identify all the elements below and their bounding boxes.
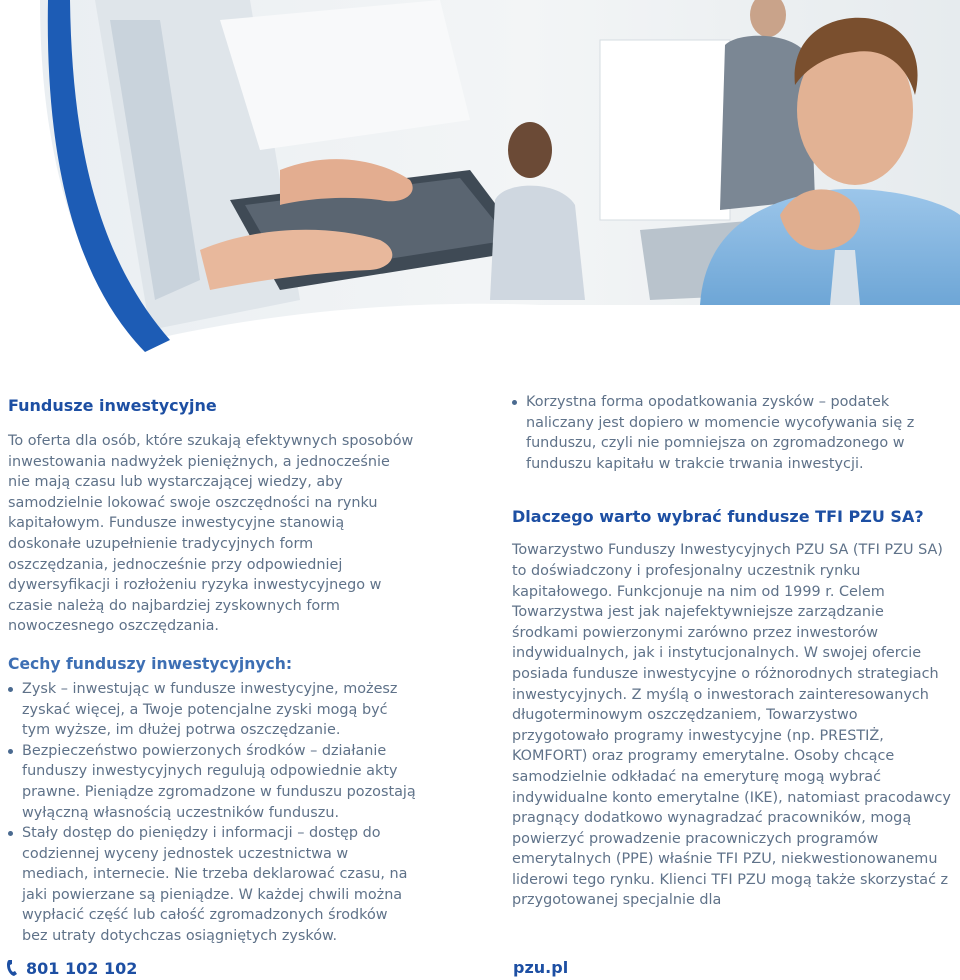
- phone-number: 801 102 102: [26, 958, 138, 978]
- left-column: [8, 392, 416, 947]
- feature-item: Stały dostęp do pieniędzy i informacji – dostęp do codziennej wyceny jednostek uczestnictwa w mediach, internecie. Nie trzeba deklarować czasu, na jaki powierzane są pieniądze. W każdej chwili można wypłacić część lub całość zgromadzonych środków bez utraty dotychczas osiągniętych zysków.: [8, 823, 416, 947]
- footer-website-link[interactable]: pzu.pl: [513, 958, 569, 977]
- intro-paragraph: To oferta dla osób, które szukają efektywnych sposobów inwestowania nadwyżek pieniężnych, a jednocześnie nie mają czasu lub wystarczającej wiedzy, aby samodzielnie lokować swoje oszczędności na rynku kapitałowym. Fundusze inwestycyjne stanowią doskonałe uzupełnienie tradycyjnych form oszczędzania, jednocześnie przy odpowiedniej dywersyfikacji i rozłożeniu ryzyka inwestycyjnego w czasie należą do najbardziej zyskownych form nowoczesnego oszczędzania.: [8, 433, 414, 635]
- features-heading: Cechy funduszy inwestycyjnych:: [8, 654, 293, 673]
- why-paragraph: Towarzystwo Funduszy Inwestycyjnych PZU SA (TFI PZU SA) to doświadczony i profesjonalny uczestnik rynku kapitałowego. Funkcjonuje na nim od 1999 r. Celem Towarzystwa jest jak najefektywniejsze zarządzanie środkami powierzonymi zarówno przez inwestorów indywidualnych, jak i instytucjonalnych. W swojej ofercie posiada fundusze inwestycyjne o różnorodnych strategiach inwestycyjnych. Z myślą o inwestorach zainteresowanych długoterminowym oszczędzaniem, Towarzystwo przygotowało programy inwestycyjne (np. PRESTIŻ, KOMFORT) oraz programy emerytalne. Osoby chcące samodzielnie odkładać na emeryturę mogą wybrać indywidualne konto emerytalne (IKE), natomiast pracodawcy pragnący dodatkowo wynagradzać pracowników, mogą powierzyć prowadzenie pracowniczych programów emerytalnych (PPE) właśnie TFI PZU, niekwestionowanemu liderowi tego rynku. Klienci TFI PZU mogą także skorzystać z przygotowanej specjalnie dla: [512, 542, 951, 909]
- office-people-image: [0, 0, 960, 355]
- feature-item: Bezpieczeństwo powierzonych środków – działanie funduszy inwestycyjnych regulują odpowiednie akty prawne. Pieniądze zgromadzone w funduszu pozostają wyłączną własnością uczestników funduszu.: [8, 741, 416, 823]
- feature-item: Korzystna forma opodatkowania zysków – podatek naliczany jest dopiero w momencie wycofywania się z funduszu, czyli nie pomniejsza on zgromadzonego w funduszu kapitału w trakcie trwania inwestycji.: [512, 392, 952, 474]
- feature-item: Zysk – inwestując w fundusze inwestycyjne, możesz zyskać więcej, a Twoje potencjalne zyski mogą być tym wyższe, im dłużej potrwa oszczędzanie.: [8, 679, 416, 741]
- bullet-icon: [512, 400, 517, 405]
- features-list: [8, 679, 416, 947]
- section-title: Fundusze inwestycyjne: [8, 396, 217, 415]
- header-photo: [0, 0, 960, 355]
- why-heading: Dlaczego warto wybrać fundusze TFI PZU SA?: [512, 507, 924, 527]
- bullet-icon: [8, 831, 13, 836]
- features-list-continued: [512, 392, 952, 474]
- bullet-icon: [8, 749, 13, 754]
- footer-phone[interactable]: [6, 957, 137, 979]
- right-column: [512, 392, 952, 911]
- phone-handset-icon: [6, 959, 20, 977]
- bullet-icon: [8, 687, 13, 692]
